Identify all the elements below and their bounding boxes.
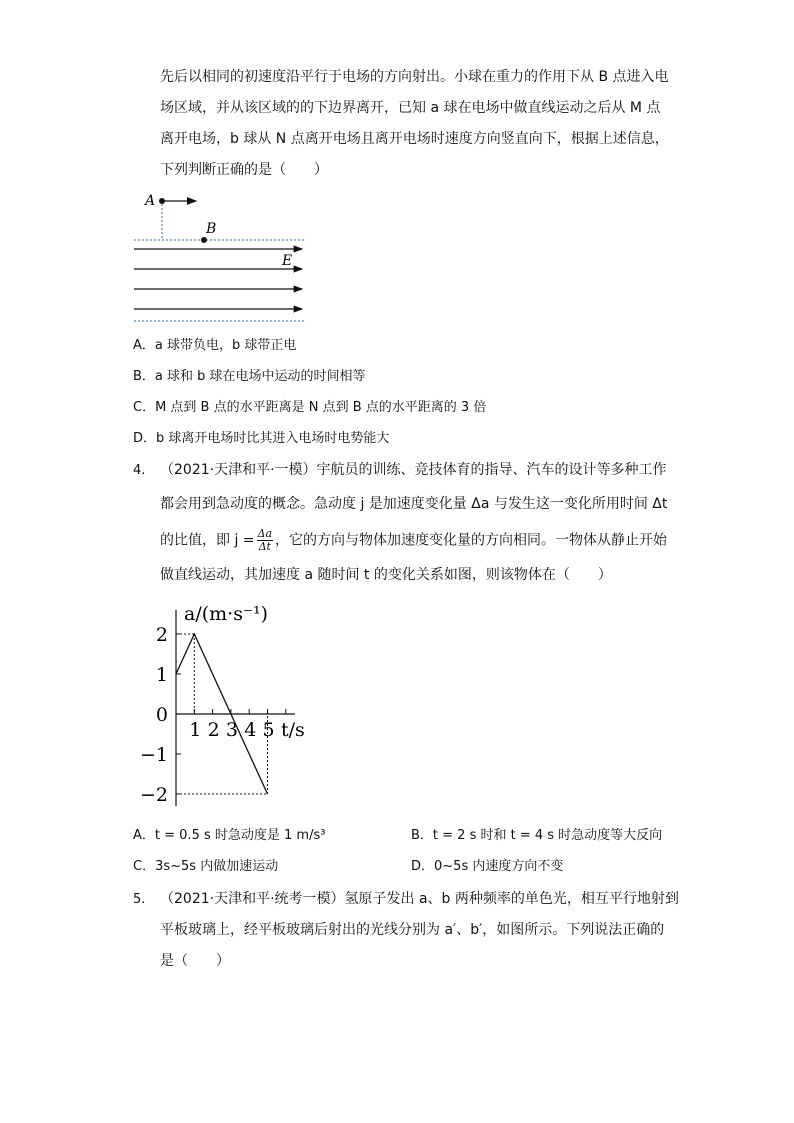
chart-ticks xyxy=(140,624,286,806)
q4-text-line-3 xyxy=(160,528,667,553)
x-axis-label: t/s xyxy=(280,719,305,741)
q3-text-line-3: 离开电场，b 球从 N 点离开电场且离开电场时速度方向竖直向下，根据上述信息， xyxy=(160,131,669,147)
q4-option-b[interactable] xyxy=(411,827,662,845)
y-tick-label-1: 1 xyxy=(155,664,168,686)
q3-option-d[interactable] xyxy=(133,430,389,448)
q4-line-3-post: ，它的方向与物体加速度变化量的方向相同。一物体从静止开始 xyxy=(275,532,668,549)
q3-text-line-4: 下列判断正确的是（ ） xyxy=(160,162,328,178)
q4-option-a-text: t = 0.5 s 时急动度是 1 m/s³ xyxy=(154,828,326,843)
point-b xyxy=(201,237,207,243)
q3-option-c[interactable] xyxy=(133,399,486,417)
q5-text-line-3: 是（ ） xyxy=(160,953,230,969)
q3-option-d-letter: D． xyxy=(133,431,157,446)
q5-number: 5. xyxy=(133,892,146,907)
q5-text-line-2: 平板玻璃上，经平板玻璃后射出的光线分别为 a′、b′，如图所示。下列说法正确的 xyxy=(160,922,665,938)
q3-option-a-letter: A． xyxy=(133,338,155,353)
q4-option-d-text: 0~5s 内速度方向不变 xyxy=(434,859,564,874)
q4-option-d[interactable] xyxy=(411,858,563,876)
frac-denominator: Δt xyxy=(258,540,271,553)
y-tick-label-3: −1 xyxy=(139,744,168,766)
acceleration-time-chart xyxy=(130,600,370,808)
point-a-label: A xyxy=(145,193,156,209)
q3-text-line-1: 先后以相同的初速度沿平行于电场的方向射出。小球在重力的作用下从 B 点进入电 xyxy=(160,69,669,85)
x-tick-label-5: 5 xyxy=(262,719,275,741)
jerk-formula-fraction xyxy=(257,528,274,553)
frac-numerator: Δa xyxy=(257,527,273,540)
q3-option-a-text: a 球带负电，b 球带正电 xyxy=(154,338,297,353)
q5-text-line-1: （2021·天津和平·统考一模）氢原子发出 a、b 两种频率的单色光，相互平行地射到 xyxy=(160,891,679,907)
field-e-label: E xyxy=(282,253,293,269)
q4-text-line-1: （2021·天津和平·一模）宇航员的训练、竞技体育的指导、汽车的设计等多种工作 xyxy=(160,462,667,478)
q4-number: 4. xyxy=(133,463,146,478)
q3-option-b-text: a 球和 b 球在电场中运动的时间相等 xyxy=(154,369,366,384)
q4-option-c-text: 3s~5s 内做加速运动 xyxy=(155,859,279,874)
q4-line-3-pre: 的比值，即 j = xyxy=(160,532,255,549)
x-tick-label-2: 2 xyxy=(207,719,220,741)
q3-option-d-text: b 球离开电场时比其进入电场时电势能大 xyxy=(156,431,390,446)
point-b-label: B xyxy=(206,221,217,237)
x-tick-label-3: 3 xyxy=(225,719,238,741)
q3-option-c-letter: C． xyxy=(133,400,156,415)
q4-option-a-letter: A． xyxy=(133,828,155,843)
y-axis-label: a/(m·s⁻¹) xyxy=(184,603,269,625)
q3-option-b[interactable] xyxy=(133,368,366,386)
q3-text-line-2: 场区域，并从该区域的的下边界离开，已知 a 球在电场中做直线运动之后从 M 点 xyxy=(160,100,661,116)
q3-option-a[interactable] xyxy=(133,337,296,355)
q4-option-b-text: t = 2 s 时和 t = 4 s 时急动度等大反向 xyxy=(432,828,663,843)
q4-option-c[interactable] xyxy=(133,858,278,876)
q4-text-line-2: 都会用到急动度的概念。急动度 j 是加速度变化量 Δa 与发生这一变化所用时间 Δt xyxy=(160,496,668,512)
y-tick-label-2: 0 xyxy=(155,704,168,726)
q3-option-c-text: M 点到 B 点的水平距离是 N 点到 B 点的水平距离的 3 倍 xyxy=(155,400,487,415)
q4-option-d-letter: D． xyxy=(411,859,435,874)
q3-option-b-letter: B． xyxy=(133,369,155,384)
q4-text-line-4: 做直线运动，其加速度 a 随时间 t 的变化关系如图，则该物体在（ ） xyxy=(160,567,612,583)
x-tick-label-4: 4 xyxy=(244,719,257,741)
x-tick-label-1: 1 xyxy=(189,719,202,741)
q4-option-b-letter: B． xyxy=(411,828,433,843)
electric-field-figure xyxy=(130,188,330,328)
y-tick-label-4: −2 xyxy=(139,784,168,806)
q4-option-a[interactable] xyxy=(133,827,325,845)
q4-option-c-letter: C． xyxy=(133,859,156,874)
y-tick-label-0: 2 xyxy=(155,624,168,646)
